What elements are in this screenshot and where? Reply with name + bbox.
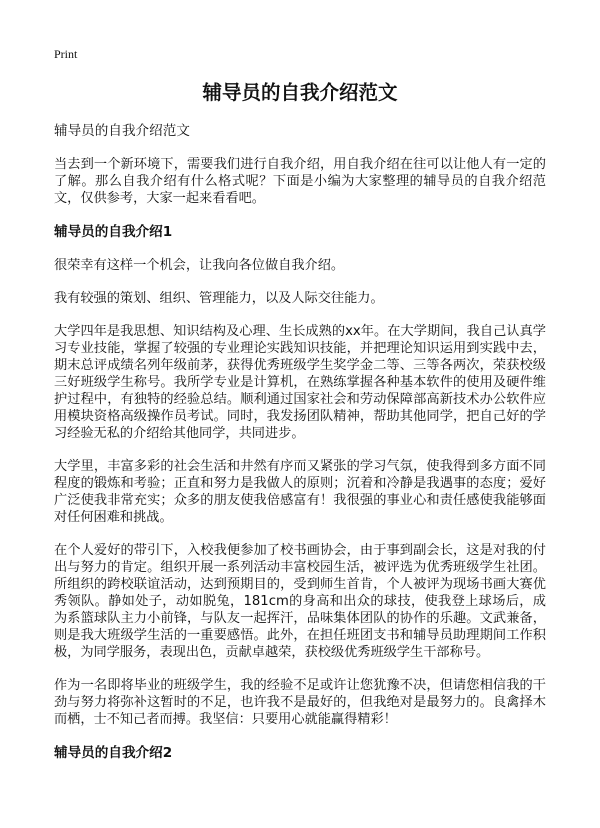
paragraph-4: 大学里，丰富多彩的社会生活和井然有序而又紧张的学习气氛，使我得到多方面不同程度的锻炼和考验；正直和努力是我做人的原则；沉着和冷静是我遇事的态度；爱好广泛使我非常充实；众多的朋友使我倍感富有！我很强的事业心和责任感使我能够面对任何困难和挑战。: [54, 459, 546, 525]
paragraph-2: 我有较强的策划、组织、管理能力，以及人际交往能力。: [54, 291, 384, 306]
page-title: 辅导员的自我介绍范文: [202, 81, 398, 104]
print-link[interactable]: Print: [54, 47, 78, 61]
section-heading-2: 辅导员的自我介绍2: [54, 745, 173, 761]
paragraph-5: 在个人爱好的带引下，入校我便参加了校书画协会，由于事到副会长，这是对我的付出与努力的肯定。组织开展一系列活动丰富校园生活，被评选为优秀班级学生社团。所组织的跨校联谊活动，达到预期目的，受到师生首肯，个人被评为现场书画大赛优秀领队。静如处子，动如脱兔，181cm的身高和出众的球技，使我登上球场后，成为系篮球队主力小前锋，与队友一起挥汗，品味集体团队的协作的乐趣。文武兼备，则是我大班级学生活的一重要感悟。此外，在担任班团支书和辅导员助理期间工作积极，为同学服务，表现出色，贡献卓越荣，获校级优秀班级学生干部称号。: [54, 543, 546, 660]
paragraph-6: 作为一名即将毕业的班级学生，我的经验不足或许让您犹豫不决，但请您相信我的干劲与努力将弥补这暂时的不足，也许我不是最好的，但我绝对是最努力的。良禽择木而栖，士不知己者而搏。我坚信：只要用心就能赢得精彩！: [54, 678, 546, 727]
section-heading-1: 辅导员的自我介绍1: [54, 224, 173, 240]
document-subtitle: 辅导员的自我介绍范文: [54, 123, 190, 139]
paragraph-1: 很荣幸有这样一个机会，让我向各位做自我介绍。: [54, 258, 345, 273]
intro-paragraph: 当去到一个新环境下，需要我们进行自我介绍，用自我介绍在往可以让他人有一定的了解。那么自我介绍有什么格式呢？下面是小编为大家整理的辅导员的自我介绍范文，仅供参考，大家一起来看看吧。: [54, 157, 546, 206]
paragraph-3: 大学四年是我思想、知识结构及心理、生长成熟的xx年。在大学期间，我自己认真学习专业技能，掌握了较强的专业理论实践知识技能，并把理论知识运用到实践中去，期末总评成绩名列年级前茅，获得优秀班级学生奖学金二等、三等各两次，荣获校级三好班级学生称号。我所学专业是计算机，在熟练掌握各种基本软件的使用及硬件维护过程中，有独特的经验总结。顺利通过国家社会和劳动保障部高新技术办公软件应用模块资格高级操作员考试。同时，我发扬团队精神，帮助其他同学，把自己好的学习经验无私的介绍给其他同学，共同进步。: [54, 324, 546, 441]
